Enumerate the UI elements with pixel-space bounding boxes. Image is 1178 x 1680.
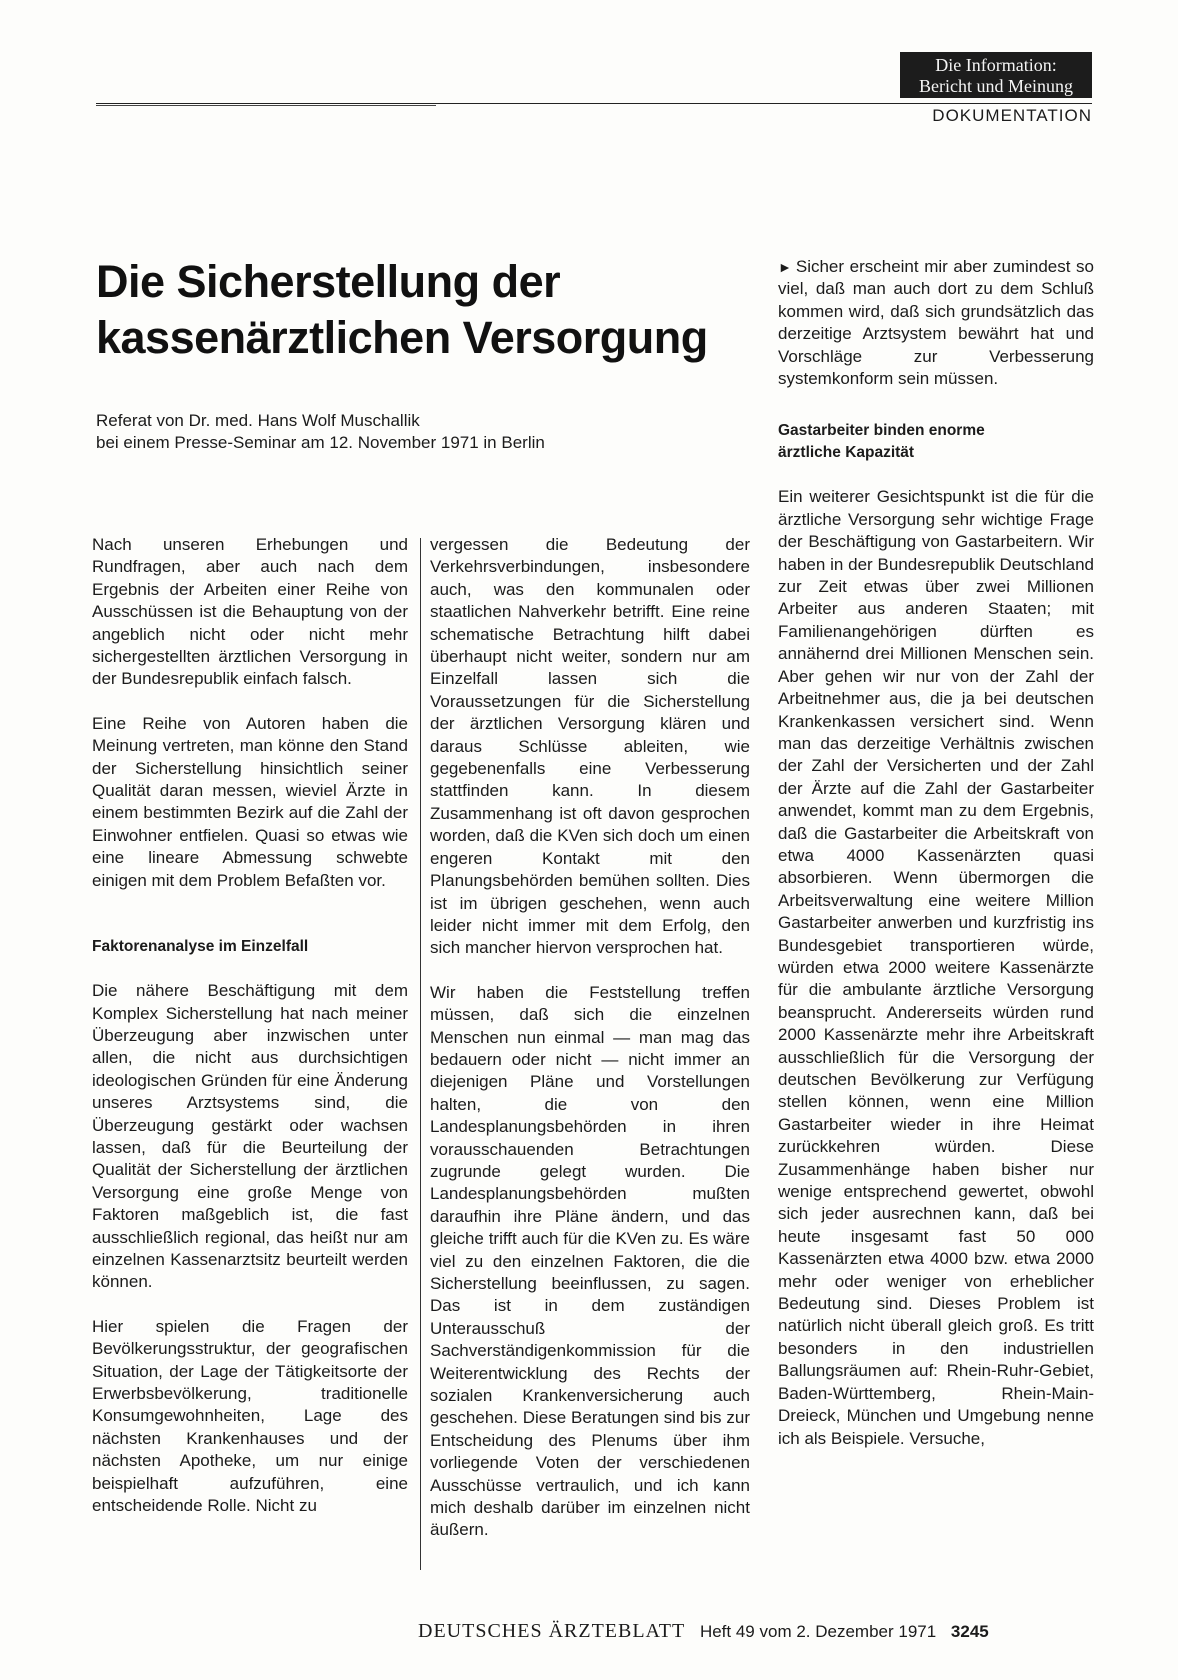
paragraph xyxy=(778,256,1094,390)
subtitle-line-1: Referat von Dr. med. Hans Wolf Muschallik xyxy=(96,411,420,430)
title-line-1: Die Sicherstellung der xyxy=(96,256,561,307)
paragraph: Eine Reihe von Autoren haben die Meinung vertreten, man könne den Stand der Sicherstellung hinsichtlich seiner Qualität daran messen, wieviel Ärzte in einem bestimmten Bezirk auf die Zahl der Einwohner entfielen. Quasi so etwas wie eine lineare Abmessung schwebte einigen mit dem Problem Befaßten vor. xyxy=(92,713,408,890)
page-number: 3245 xyxy=(950,1622,989,1641)
title-line-2: kassenärztlichen Versorgung xyxy=(96,312,708,363)
column-divider xyxy=(420,538,421,1570)
paragraph-text: Sicher erscheint mir aber zumindest so viel, daß man auch dort zu dem Schluß kommen wird, daß sich grundsätzlich das derzeitige Arztsystem bewährt hat und Vorschläge zur Verbesserung systemkonform sein müssen. xyxy=(778,257,1094,389)
page-footer xyxy=(418,1620,1094,1643)
column-right xyxy=(778,256,1094,1472)
paragraph: Ein weiterer Gesichtspunkt ist die für die ärztliche Versorgung sehr wichtige Frage der Beschäftigung von Gastarbeitern. Wir haben in der Bundesrepublik Deutschland zur Zeit etwas über zwei Millionen Arbeiter aus anderen Staaten; mit Familienangehörigen dürften es annähernd drei Millionen Menschen sein. Aber gehen wir nur von der Zahl der Arbeitnehmer aus, die ja bei deutschen Krankenkassen versichert sind. Wenn man das derzeitige Verhältnis zwischen der Zahl der Versicherten und der Zahl der Ärzte auf die Zahl der Gastarbeiter anwendet, kommt man zu dem Ergebnis, daß die Gastarbeiter die Arbeitskraft von etwa 4000 Kassenärzten quasi absorbieren. Wenn übermorgen die Arbeitsverwaltung eine weitere Million Gastarbeiter anwerben und kurzfristig ins Bundesgebiet transportieren würde, würden etwa 2000 weitere Kassenärzte für die ambulante ärztliche Versorgung beansprucht. Andererseits würden rund 2000 Kassenärzte mehr ihre Arbeitskraft ausschließlich für die Versorgung der deutschen Bevölkerung zur Verfügung stellen können, wenn eine Million Gastarbeiter wieder in ihre Heimat zurückkehren würden. Diese Zusammenhänge haben bisher nur wenige entsprechend gewertet, obwohl sich jeder ausrechnen kann, daß bei heute insgesamt fast 50 000 Kassenärzten etwa 4000 bzw. etwa 2000 mehr oder weniger von erheblicher Bedeutung sind. Dieses Problem ist natürlich nicht überall gleich groß. Es tritt besonders in den industriellen Ballungsräumen auf: Rhein-Ruhr-Gebiet, Baden-Württemberg, Rhein-Main-Dreieck, München und Umgebung nenne ich als Beispiele. Versuche, xyxy=(778,487,1094,1448)
issue-info: Heft 49 vom 2. Dezember 1971 xyxy=(699,1622,937,1641)
paragraph: Nach unseren Erhebungen und Rundfragen, aber auch nach dem Ergebnis der Arbeiten einer Reihe von Ausschüssen ist die Behauptung von der angeblich nicht oder nicht mehr sichergestellten ärztlichen Versorgung in der Bundesrepublik einfach falsch. xyxy=(92,535,408,689)
paragraph: Hier spielen die Fragen der Bevölkerungsstruktur, der geografischen Situation, der Lage der Tätigkeitsorte der Erwerbsbevölkerung, traditionelle Konsumgewohnheiten, Lage des nächsten Krankenhauses und der nächsten Apotheke, um nur einige beispielhaft aufzuführen, eine entscheidende Rolle. Nicht zu xyxy=(92,1316,408,1516)
section-label-box xyxy=(900,52,1092,98)
subheading: Faktorenanalyse im Einzelfall xyxy=(92,938,309,956)
subheading-line-1: Gastarbeiter binden enorme xyxy=(778,422,985,440)
subheading-line-2: ärztliche Kapazität xyxy=(778,444,915,462)
subtitle-line-2: bei einem Presse-Seminar am 12. November 1971 in Berlin xyxy=(96,433,545,452)
header-rule xyxy=(96,103,1092,104)
article-title xyxy=(96,254,756,366)
triangle-bullet-icon: ► xyxy=(778,259,792,275)
paragraph: Wir haben die Feststellung treffen müssen, daß sich die einzelnen Menschen nun einmal — man mag das bedauern oder nicht — nicht immer an diejenigen Pläne und Vorstellungen halten, die von den Landesplanungsbehörden in ihren vorausschauenden Betrachtungen zugrunde gelegt wurden. Die Landesplanungsbehörden mußten daraufhin ihre Pläne ändern, und das gleiche trifft auch für die KVen zu. Es wäre viel zu den einzelnen Faktoren, die die Sicherstellung beeinflussen, zu sagen. Das ist in dem zuständigen Unterausschuß der Sachverständigenkommission für die Weiterentwicklung des Rechts der sozialen Krankenversicherung auch geschehen. Diese Beratungen sind bis zur Entscheidung des Plenums über ihm vorliegende Voten der verschiedenen Ausschüsse vertraulich, und ich kann mich deshalb darüber im einzelnen nicht äußern. xyxy=(430,982,750,1540)
journal-name: DEUTSCHES ÄRZTEBLATT xyxy=(418,1620,686,1642)
section-label-line1: Die Information: xyxy=(935,55,1057,75)
paragraph: vergessen die Bedeutung der Verkehrsverbindungen, insbesondere auch, was den kommunalen oder staatlichen Nahverkehr betrifft. Eine reine schematische Betrachtung hilft dabei überhaupt nicht weiter, sondern nur am Einzelfall lassen sich die Voraussetzungen für die Sicherstellung der ärztlichen Versorgung klären und daraus Schlüsse ableiten, wie gegebenenfalls eine Verbesserung stattfinden kann. In diesem Zusammenhang ist oft davon gesprochen worden, daß die KVen sich doch um einen engeren Kontakt mit den Planungsbehörden bemühen sollten. Dies ist im übrigen geschehen, wenn auch leider nicht immer mit dem Erfolg, den sich mancher hiervon versprochen hat. xyxy=(430,535,750,958)
section-label-line2: Bericht und Meinung xyxy=(919,76,1073,96)
subheading xyxy=(778,420,1094,464)
header-rule-secondary xyxy=(96,105,436,106)
paragraph: Die nähere Beschäftigung mit dem Komplex Sicherstellung hat nach meiner Überzeugung aber inzwischen unter allen, die nicht aus durchsichtigen ideologischen Gründen für eine Änderung unseres Arztsystems sind, die Überzeugung gestärkt oder wachsen lassen, daß für die Beurteilung der Qualität der Sicherstellung der ärztlichen Versorgung eine große Menge von Faktoren maßgeblich ist, die fast ausschließlich regional, das heißt nur am einzelnen Kassenarztsitz beurteilt werden können. xyxy=(92,981,408,1292)
column-middle xyxy=(430,534,750,1564)
article-subtitle xyxy=(96,410,716,454)
column-left xyxy=(92,534,408,1539)
section-title: DOKUMENTATION xyxy=(932,106,1092,125)
